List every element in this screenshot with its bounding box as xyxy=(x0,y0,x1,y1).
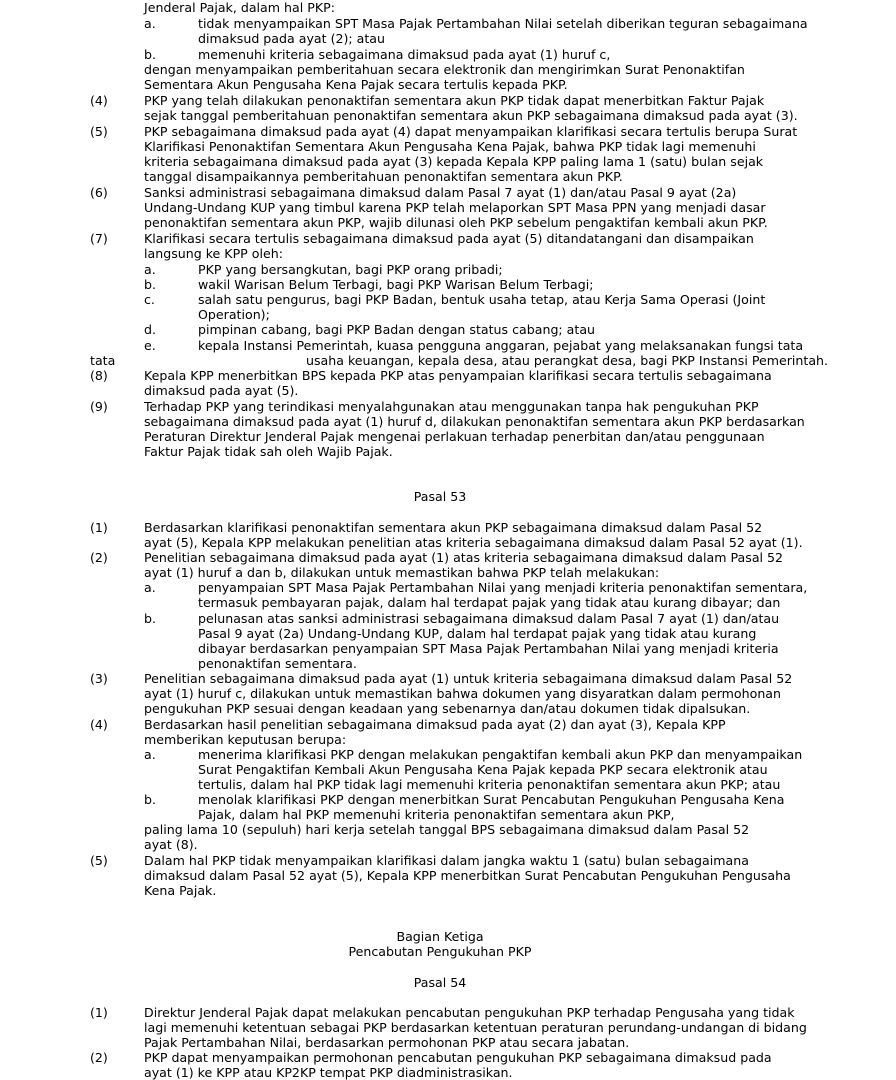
item-text: pelunasan atas sanksi administrasi sebagaimana dimaksud dalam Pasal 7 ayat (1) dan/atau xyxy=(198,611,780,626)
paragraph-text: dengan menyampaikan pemberitahuan secara elektronik dan mengirimkan Surat Penonaktifan xyxy=(144,62,745,77)
paragraph-text: ayat (1) ke KPP atau KP2KP tempat PKP diadministrasikan. xyxy=(144,1065,513,1080)
item-letter: c. xyxy=(144,292,155,307)
item-text: salah satu pengurus, bagi PKP Badan, bentuk usaha tetap, atau Kerja Sama Operasi (Joint xyxy=(198,292,766,307)
paragraph-text: ayat (1) huruf c, dilakukan untuk memastikan bahwa dokumen yang disyaratkan dalam permohonan xyxy=(144,686,782,701)
paragraph-number: (6) xyxy=(90,185,108,200)
paragraph-text: Penelitian sebagaimana dimaksud pada ayat (1) atas kriteria sebagaimana dimaksud dalam Pasal 52 xyxy=(144,550,784,565)
part-title: Bagian Ketiga xyxy=(396,929,484,944)
item-text: Pajak, dalam hal PKP memenuhi kriteria penonaktifan sementara akun PKP, xyxy=(198,807,675,822)
paragraph-text: Sementara Akun Pengusaha Kena Pajak secara tertulis kepada PKP. xyxy=(144,77,568,92)
paragraph-text: Direktur Jenderal Pajak dapat melakukan pencabutan pengukuhan PKP terhadap Pengusaha yang tidak xyxy=(144,1005,795,1020)
item-text: dibayar berdasarkan penyampaian SPT Masa Pajak Pertambahan Nilai yang menjadi kriteria xyxy=(198,641,779,656)
paragraph-text: paling lama 10 (sepuluh) hari kerja setelah tanggal BPS sebagaimana dimaksud dalam Pasal 52 xyxy=(144,822,750,837)
paragraph-number: (4) xyxy=(90,717,108,732)
item-text: Pasal 9 ayat (2a) Undang-Undang KUP, dalam hal terdapat pajak yang tidak atau kurang xyxy=(198,626,757,641)
section-title: Pasal 54 xyxy=(413,975,467,990)
paragraph-text: Klarifikasi Penonaktifan Sementara Akun Pengusaha Kena Pajak, bahwa PKP tidak lagi memenuhi xyxy=(144,139,756,154)
item-letter: b. xyxy=(144,277,156,292)
paragraph-text: Kena Pajak. xyxy=(144,883,217,898)
item-text: menerima klarifikasi PKP dengan melakukan pengaktifan kembali akun PKP dan menyampaikan xyxy=(198,747,803,762)
item-text: kepala Instansi Pemerintah, kuasa pengguna anggaran, pejabat yang melaksanakan fungsi tata xyxy=(198,338,804,353)
paragraph-text: Penelitian sebagaimana dimaksud pada ayat (1) untuk kriteria sebagaimana dimaksud dalam Pasal 52 xyxy=(144,671,793,686)
item-letter: e. xyxy=(144,338,156,353)
paragraph-text: Klarifikasi secara tertulis sebagaimana dimaksud pada ayat (5) ditandatangani dan disampaikan xyxy=(144,231,754,246)
paragraph-text: kriteria sebagaimana dimaksud pada ayat (3) kepada Kepala KPP paling lama 1 (satu) bulan sejak xyxy=(144,154,764,169)
item-letter: a. xyxy=(144,16,156,31)
paragraph-text: langsung ke KPP oleh: xyxy=(144,246,283,261)
paragraph-number: (2) xyxy=(90,550,108,565)
paragraph-text: Undang-Undang KUP yang timbul karena PKP telah melaporkan SPT Masa PPN yang menjadi dasar xyxy=(144,200,766,215)
paragraph-number: (8) xyxy=(90,368,108,383)
item-letter: d. xyxy=(144,322,156,337)
paragraph-text: Dalam hal PKP tidak menyampaikan klarifikasi dalam jangka waktu 1 (satu) bulan sebagaimana xyxy=(144,853,749,868)
paragraph-text: dimaksud dalam Pasal 52 ayat (5), Kepala KPP menerbitkan Surat Pencabutan Pengukuhan Pengusaha xyxy=(144,868,791,883)
paragraph-number: (1) xyxy=(90,1005,108,1020)
item-text: wakil Warisan Belum Terbagi, bagi PKP Warisan Belum Terbagi; xyxy=(198,277,594,292)
item-text: Operation); xyxy=(198,307,270,322)
paragraph-text: Sanksi administrasi sebagaimana dimaksud dalam Pasal 7 ayat (1) dan/atau Pasal 9 ayat (2a) xyxy=(144,185,737,200)
part-subtitle: Pencabutan Pengukuhan PKP xyxy=(348,944,532,959)
paragraph-text: tanggal disampaikannya pemberitahuan penonaktifan sementara akun PKP. xyxy=(144,169,623,184)
paragraph-number: (5) xyxy=(90,124,108,139)
paragraph-number: (1) xyxy=(90,520,108,535)
section-title: Pasal 53 xyxy=(413,489,467,504)
paragraph-number: (7) xyxy=(90,231,108,246)
item-letter: a. xyxy=(144,747,156,762)
paragraph-text: ayat (1) huruf a dan b, dilakukan untuk memastikan bahwa PKP telah melakukan: xyxy=(144,565,660,580)
item-text: memenuhi kriteria sebagaimana dimaksud pada ayat (1) huruf c, xyxy=(198,47,611,62)
item-text: pimpinan cabang, bagi PKP Badan dengan status cabang; atau xyxy=(198,322,596,337)
paragraph-text: sebagaimana dimaksud pada ayat (1) huruf d, dilakukan penonaktifan sementara akun PKP berdasarkan xyxy=(144,414,805,429)
item-text: tata xyxy=(90,353,116,368)
paragraph-text: PKP yang telah dilakukan penonaktifan sementara akun PKP tidak dapat menerbitkan Faktur Pajak xyxy=(144,93,765,108)
item-text: tidak menyampaikan SPT Masa Pajak Pertambahan Nilai setelah diberikan teguran sebagaimana xyxy=(198,16,808,31)
paragraph-text: sejak tanggal pemberitahuan penonaktifan sementara akun PKP sebagaimana dimaksud pada ayat (3). xyxy=(144,108,798,123)
item-letter: a. xyxy=(144,580,156,595)
item-text: penonaktifan sementara. xyxy=(198,656,357,671)
paragraph-text: Kepala KPP menerbitkan BPS kepada PKP atas penyampaian klarifikasi secara tertulis sebagaimana xyxy=(144,368,772,383)
paragraph-text: memberikan keputusan berupa: xyxy=(144,732,347,747)
paragraph-text: dimaksud pada ayat (5). xyxy=(144,383,299,398)
paragraph-number: (4) xyxy=(90,93,108,108)
intro-text: Jenderal Pajak, dalam hal PKP: xyxy=(144,0,335,15)
paragraph-text: lagi memenuhi ketentuan sebagai PKP berdasarkan ketentuan peraturan perundang-undangan di bidang xyxy=(144,1020,807,1035)
paragraph-text: pengukuhan PKP sesuai dengan keadaan yang sebenarnya dan/atau dokumen tidak dipalsukan. xyxy=(144,701,751,716)
paragraph-text: PKP sebagaimana dimaksud pada ayat (4) dapat menyampaikan klarifikasi secara tertulis berupa Surat xyxy=(144,124,798,139)
paragraph-text: Berdasarkan klarifikasi penonaktifan sementara akun PKP sebagaimana dimaksud dalam Pasal 52 xyxy=(144,520,763,535)
paragraph-number: (2) xyxy=(90,1050,108,1065)
paragraph-text: Pajak Pertambahan Nilai, berdasarkan permohonan PKP atau secara jabatan. xyxy=(144,1035,630,1050)
paragraph-number: (9) xyxy=(90,399,108,414)
item-letter: b. xyxy=(144,47,156,62)
item-text: PKP yang bersangkutan, bagi PKP orang pribadi; xyxy=(198,262,503,277)
paragraph-text: Berdasarkan hasil penelitian sebagaimana dimaksud pada ayat (2) dan ayat (3), Kepala KPP xyxy=(144,717,726,732)
item-text: Surat Pengaktifan Kembali Akun Pengusaha Kena Pajak kepada PKP secara elektronik atau xyxy=(198,762,768,777)
item-text: menolak klarifikasi PKP dengan menerbitkan Surat Pencabutan Pengukuhan Pengusaha Kena xyxy=(198,792,785,807)
paragraph-text: Faktur Pajak tidak sah oleh Wajib Pajak. xyxy=(144,444,393,459)
item-text: tertulis, dalam hal PKP tidak lagi memenuhi kriteria penonaktifan sementara akun PKP; atau xyxy=(198,777,781,792)
paragraph-text: ayat (5), Kepala KPP melakukan penelitian atas kriteria sebagaimana dimaksud dalam Pasal 52 ayat (1). xyxy=(144,535,803,550)
item-text: usaha keuangan, kepala desa, atau perangkat desa, bagi PKP Instansi Pemerintah. xyxy=(306,353,829,368)
paragraph-text: Peraturan Direktur Jenderal Pajak mengenai perlakuan terhadap penerbitan dan/atau penggunaan xyxy=(144,429,765,444)
paragraph-text: penonaktifan sementara akun PKP, wajib dilunasi oleh PKP sebelum pengaktifan kembali akun PKP. xyxy=(144,215,768,230)
paragraph-number: (5) xyxy=(90,853,108,868)
paragraph-number: (3) xyxy=(90,671,108,686)
item-letter: b. xyxy=(144,611,156,626)
item-text: dimaksud pada ayat (2); atau xyxy=(198,31,386,46)
item-text: penyampaian SPT Masa Pajak Pertambahan Nilai yang menjadi kriteria penonaktifan sementara, xyxy=(198,580,808,595)
paragraph-text: PKP dapat menyampaikan permohonan pencabutan pengukuhan PKP sebagaimana dimaksud pada xyxy=(144,1050,772,1065)
item-letter: b. xyxy=(144,792,156,807)
item-letter: a. xyxy=(144,262,156,277)
item-text: termasuk pembayaran pajak, dalam hal terdapat pajak yang tidak atau kurang dibayar; dan xyxy=(198,595,781,610)
paragraph-text: ayat (8). xyxy=(144,837,198,852)
paragraph-text: Terhadap PKP yang terindikasi menyalahgunakan atau menggunakan tanpa hak pengukuhan PKP xyxy=(144,399,759,414)
